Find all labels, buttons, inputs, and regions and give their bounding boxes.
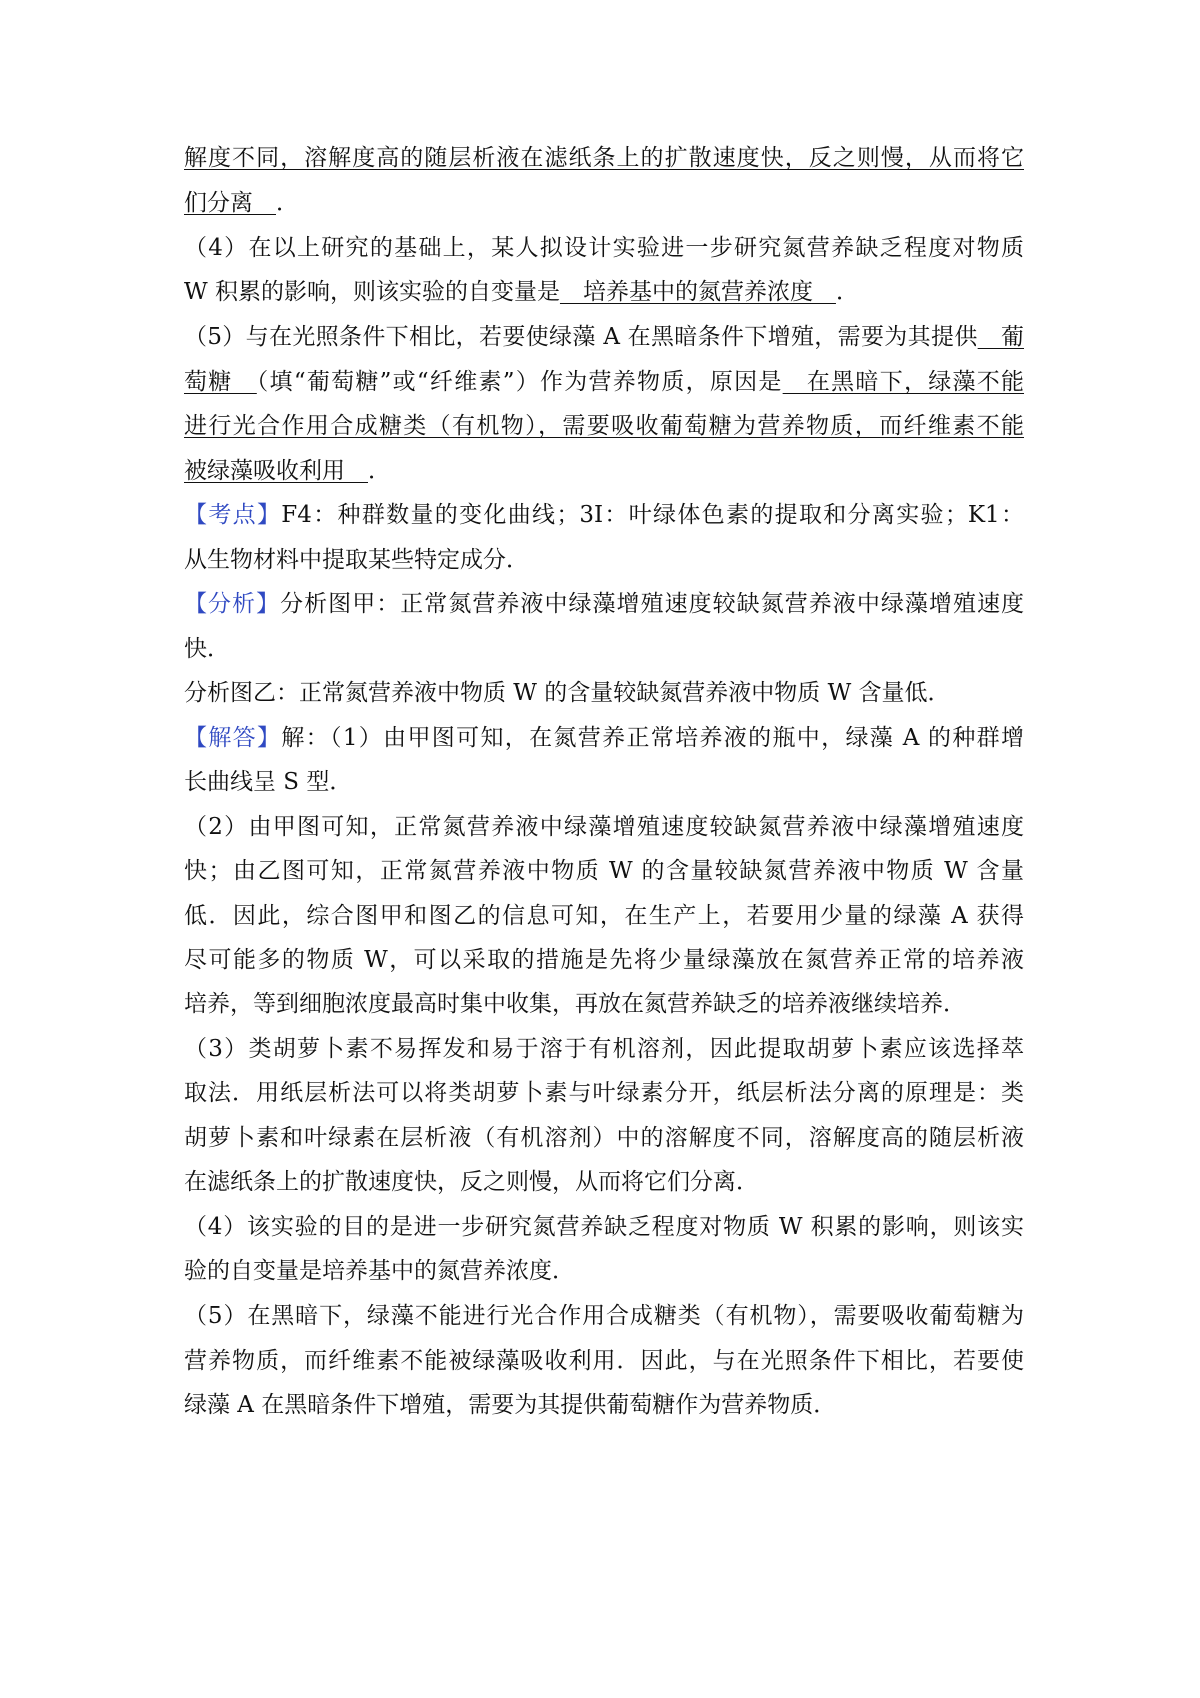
text-line [184, 1212, 1024, 1242]
text-line [184, 188, 1024, 218]
answer-blank: 解度不同，溶解度高的随层析液在滤纸条上的扩散速度快，反之则慢，从而将它 [184, 145, 1024, 171]
text-line [184, 812, 1024, 842]
answer-blank: 被绿藻吸收利用 [184, 458, 368, 484]
answer-blank: 进行光合作用合成糖类（有机物），需要吸收葡萄糖为营养物质，而纤维素不能 [184, 413, 1024, 439]
answer-blank: 葡 [977, 324, 1024, 350]
text-line [184, 678, 1024, 708]
text-segment: F4：种群数量的变化曲线；3I：叶绿体色素的提取和分离实验；K1： [281, 502, 1024, 528]
text-segment: 分析图乙：正常氮营养液中物质 W 的含量较缺氮营养液中物质 W 含量低． [184, 680, 951, 706]
text-line [184, 1123, 1024, 1153]
text-segment: 长曲线呈 S 型． [184, 769, 353, 795]
text-line [184, 456, 1024, 486]
text-line [184, 367, 1024, 397]
text-segment: 低．因此，综合图甲和图乙的信息可知，在生产上，若要用少量的绿藻 A 获得 [184, 903, 1024, 929]
text-segment: 绿藻 A 在黑暗条件下增殖，需要为其提供葡萄糖作为营养物质． [184, 1392, 837, 1418]
text-segment: ． [368, 458, 391, 484]
text-line [184, 989, 1024, 1019]
text-line [184, 545, 1024, 575]
section-tag: 【分析】 [184, 591, 281, 617]
section-tag: 【解答】 [184, 725, 282, 751]
text-line [184, 1301, 1024, 1331]
text-line [184, 767, 1024, 797]
text-line [184, 856, 1024, 886]
text-segment: 解：（1）由甲图可知，在氮营养正常培养液的瓶中，绿藻 A 的种群增 [281, 725, 1025, 751]
text-segment: 快． [184, 636, 230, 662]
text-segment: 分析图甲：正常氮营养液中绿藻增殖速度较缺氮营养液中绿藻增殖速度 [280, 591, 1025, 617]
text-segment: 胡萝卜素和叶绿素在层析液（有机溶剂）中的溶解度不同，溶解度高的随层析液 [184, 1125, 1024, 1151]
text-segment: ． [835, 279, 859, 305]
text-segment: （4）在以上研究的基础上，某人拟设计实验进一步研究氮营养缺乏程度对物质 [184, 235, 1024, 261]
text-line [184, 322, 1024, 352]
text-segment: （5）在黑暗下，绿藻不能进行光合作用合成糖类（有机物），需要吸收葡萄糖为 [184, 1303, 1024, 1329]
text-line [184, 945, 1024, 975]
text-segment: W 积累的影响，则该实验的自变量是 [184, 279, 560, 305]
text-line [184, 1078, 1024, 1108]
text-segment: 营养物质，而纤维素不能被绿藻吸收利用．因此，与在光照条件下相比，若要使 [184, 1348, 1024, 1374]
text-line [184, 277, 1024, 307]
text-line [184, 901, 1024, 931]
text-line [184, 634, 1024, 664]
text-segment: （填“葡萄糖”或“纤维素”）作为营养物质，原因是 [256, 369, 783, 395]
text-segment: （5）与在光照条件下相比，若要使绿藻 A 在黑暗条件下增殖，需要为其提供 [184, 324, 978, 350]
text-segment: （3）类胡萝卜素不易挥发和易于溶于有机溶剂，因此提取胡萝卜素应该选择萃 [184, 1036, 1024, 1062]
text-segment: ． [276, 190, 299, 216]
text-line [184, 723, 1024, 753]
text-line [184, 1034, 1024, 1064]
text-segment: 在滤纸条上的扩散速度快，反之则慢，从而将它们分离． [184, 1169, 759, 1195]
answer-blank: 萄糖 [184, 369, 257, 395]
text-segment: 快；由乙图可知，正常氮营养液中物质 W 的含量较缺氮营养液中物质 W 含量 [184, 858, 1024, 884]
section-tag: 【考点】 [184, 502, 282, 528]
text-line [184, 233, 1024, 263]
text-segment: （4）该实验的目的是进一步研究氮营养缺乏程度对物质 W 积累的影响，则该实 [184, 1214, 1024, 1240]
text-line [184, 500, 1024, 530]
text-segment: 验的自变量是培养基中的氮营养浓度． [184, 1258, 575, 1284]
text-segment: （2）由甲图可知，正常氮营养液中绿藻增殖速度较缺氮营养液中绿藻增殖速度 [184, 814, 1024, 840]
text-line [184, 1256, 1024, 1286]
text-line [184, 1346, 1024, 1376]
answer-blank: 培养基中的氮营养浓度 [559, 279, 836, 305]
text-line [184, 589, 1024, 619]
answer-blank: 们分离 [184, 190, 276, 216]
text-line [184, 1167, 1024, 1197]
text-segment: 取法．用纸层析法可以将类胡萝卜素与叶绿素分开，纸层析法分离的原理是：类 [184, 1080, 1024, 1106]
text-segment: 培养，等到细胞浓度最高时集中收集，再放在氮营养缺乏的培养液继续培养． [184, 991, 966, 1017]
text-segment: 尽可能多的物质 W，可以采取的措施是先将少量绿藻放在氮营养正常的培养液 [184, 947, 1024, 973]
text-segment: 从生物材料中提取某些特定成分． [184, 547, 529, 573]
text-line [184, 1390, 1024, 1420]
answer-blank: 在黑暗下，绿藻不能 [782, 369, 1025, 395]
text-line [184, 143, 1024, 173]
text-line [184, 411, 1024, 441]
